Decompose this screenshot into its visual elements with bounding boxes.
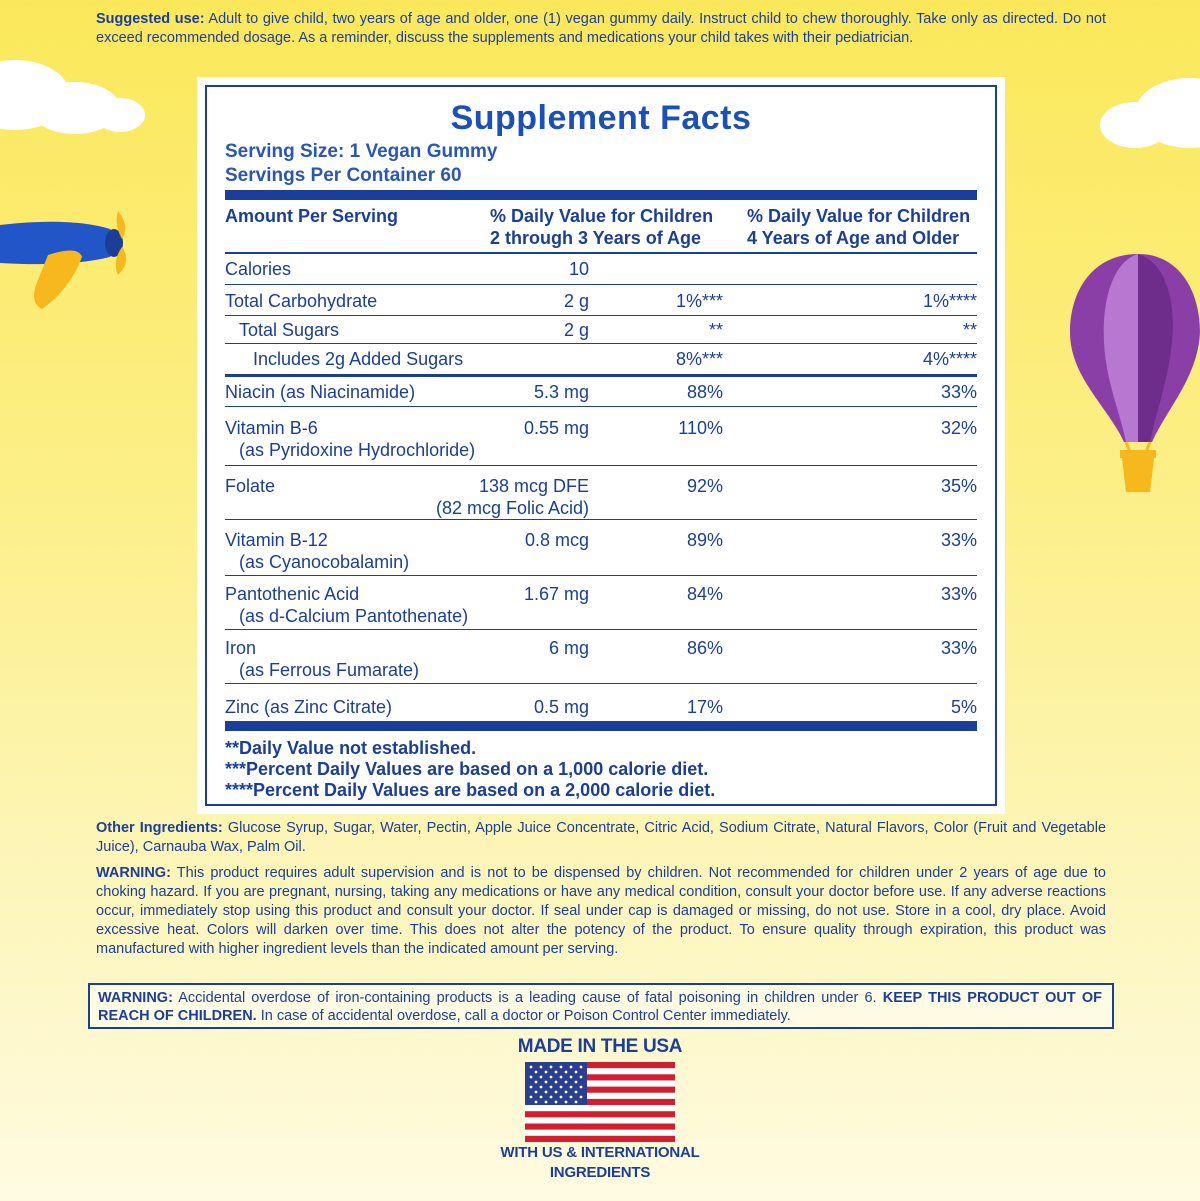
footnote: ***Percent Daily Values are based on a 1,000 calorie diet.: [225, 759, 709, 779]
dv-old-header-line1: % Daily Value for Children: [747, 206, 971, 226]
hot-air-balloon-icon: [1068, 252, 1200, 497]
made-in-usa-subtitle-line2: INGREDIENTS: [549, 1164, 651, 1181]
supplement-facts-border: [205, 85, 997, 806]
footnote: ****Percent Daily Values are based on a 2,000 calorie diet.: [225, 780, 716, 800]
nutrient-amount: 1.67 mg: [523, 584, 589, 604]
nutrient-name: Zinc (as Zinc Citrate): [225, 697, 393, 717]
other-ingredients-text: [96, 819, 1106, 857]
nutrient-amount: 5.3 mg: [533, 382, 589, 402]
dv-old-value: 1%****: [922, 291, 977, 311]
nutrient-amount: 0.55 mg: [523, 418, 589, 438]
dv-young-value: 8%***: [675, 349, 723, 369]
dv-old-value: 33%: [940, 382, 977, 402]
row-divider: [225, 343, 977, 344]
dv-young-header-line1: % Daily Value for Children: [490, 206, 714, 226]
nutrient-name: Niacin (as Niacinamide): [225, 382, 416, 402]
nutrient-source: (as Cyanocobalamin): [239, 552, 410, 572]
nutrient-name: Vitamin B-6: [225, 418, 318, 438]
dv-young-header: [490, 205, 713, 249]
nutrient-name: Pantothenic Acid: [225, 584, 360, 604]
dv-old-value: 33%: [940, 638, 977, 658]
made-in-usa-subtitle-line1: WITH US & INTERNATIONAL: [500, 1144, 700, 1161]
servings-per-container: Servings Per Container 60: [225, 165, 462, 186]
nutrient-amount: 0.8 mcg: [524, 530, 589, 550]
nutrient-name: Vitamin B-12: [225, 530, 328, 550]
warning-body: This product requires adult supervision and is not to be dispensed by children. Not recommended for children under 2 years of age due to choking hazard. If you are pregnant, nursing, taking any medications or have any medical condition, consult your doctor before use. If any adverse reactions occur, immediately stop using this product and consult your doctor. If seal under cap is damaged or missing, do not use. Store in a cool, dry place. Avoid excessive heat. Colors will darken over time. This does not alter the potency of the product. To ensure quality through expiration, this product was manufactured with higher ingredient levels than the indicated amount per serving.: [96, 865, 1106, 957]
dv-young-header-line2: 2 through 3 Years of Age: [490, 228, 702, 248]
iron-warning-keep-away: KEEP THIS PRODUCT OUT OF REACH OF CHILDREN.: [98, 990, 1102, 1024]
nutrient-amount: 0.5 mg: [533, 697, 589, 717]
nutrient-source: (as Ferrous Fumarate): [239, 660, 420, 680]
header-divider: [225, 252, 977, 254]
iron-warning-box: [88, 983, 1114, 1029]
row-divider: [225, 575, 977, 576]
section-divider: [225, 374, 977, 377]
row-divider: [225, 465, 977, 466]
supplement-facts-panel: [197, 77, 1005, 814]
dv-old-value: 5%: [950, 697, 977, 717]
iron-warning-body-b: In case of accidental overdose, call a doctor or Poison Control Center immediately.: [260, 1008, 791, 1024]
row-divider: [225, 406, 977, 407]
dv-young-value: 92%: [686, 476, 723, 496]
suggested-use-body: Adult to give child, two years of age and older, one (1) vegan gummy daily. Instruct child to chew thoroughly. Take only as directed. Do not exceed recommended dosage. As a reminder, discuss the supplements and medications your child takes with their pediatrician.: [96, 11, 1107, 46]
cloud-right-2: [1100, 102, 1170, 148]
nutrient-name: Calories: [225, 259, 292, 279]
other-ingredients-body: Glucose Syrup, Sugar, Water, Pectin, Apple Juice Concentrate, Citric Acid, Sodium Citrate, Natural Flavors, Color (Fruit and Vegetable Juice), Carnauba Wax, Palm Oil.: [96, 820, 1107, 855]
iron-warning-label: WARNING:: [98, 990, 173, 1006]
dv-young-value: **: [708, 320, 723, 340]
nutrient-amount-detail: (82 mcg Folic Acid): [435, 498, 589, 518]
dv-old-header-line2: 4 Years of Age and Older: [747, 228, 960, 248]
row-divider: [225, 629, 977, 630]
dv-young-value: 110%: [678, 418, 723, 438]
dv-young-value: 86%: [686, 638, 723, 658]
nutrient-amount: 6 mg: [548, 638, 589, 658]
dv-old-value: 33%: [940, 530, 977, 550]
warning-text: [96, 864, 1106, 959]
nutrient-amount: 2 g: [563, 320, 589, 340]
dv-old-value: 4%****: [922, 349, 977, 369]
nutrient-amount: 10: [568, 259, 589, 279]
cloud-left-3: [95, 98, 145, 132]
nutrient-name: Total Sugars: [239, 320, 340, 340]
nutrient-name: Iron: [225, 638, 257, 658]
facts-thick-divider: [225, 190, 977, 200]
footnote: **Daily Value not established.: [225, 738, 477, 758]
warning-label: WARNING:: [96, 865, 171, 881]
nutrient-source: (as d-Calcium Pantothenate): [239, 606, 469, 626]
row-divider: [225, 683, 977, 684]
dv-old-value: **: [962, 320, 977, 340]
row-divider: [225, 315, 977, 316]
facts-thick-divider: [225, 721, 977, 731]
dv-old-header: [747, 205, 970, 249]
dv-young-value: 84%: [686, 584, 723, 604]
serving-size: Serving Size: 1 Vegan Gummy: [225, 141, 498, 162]
dv-old-value: 33%: [940, 584, 977, 604]
row-divider: [225, 284, 977, 285]
nutrient-name: Total Carbohydrate: [225, 291, 378, 311]
dv-old-value: 35%: [940, 476, 977, 496]
dv-young-value: 1%***: [675, 291, 723, 311]
us-flag-icon: [525, 1062, 675, 1142]
nutrient-source: (as Pyridoxine Hydrochloride): [239, 440, 476, 460]
nutrient-amount: 138 mcg DFE: [478, 476, 589, 496]
nutrient-name: Includes 2g Added Sugars: [253, 349, 464, 369]
dv-young-value: 17%: [686, 697, 723, 717]
amount-per-serving-header: Amount Per Serving: [225, 206, 399, 226]
dv-old-value: 32%: [940, 418, 977, 438]
dv-young-value: 89%: [686, 530, 723, 550]
nutrient-name: Folate: [225, 476, 276, 496]
suggested-use-text: [96, 10, 1106, 48]
airplane-icon: [0, 205, 140, 325]
other-ingredients-label: Other Ingredients:: [96, 820, 223, 836]
nutrient-amount: 2 g: [563, 291, 589, 311]
made-in-usa-title: MADE IN THE USA: [517, 1036, 683, 1057]
suggested-use-label: Suggested use:: [96, 11, 205, 27]
iron-warning-text: [98, 989, 1102, 1025]
iron-warning-body-a: Accidental overdose of iron-containing products is a leading cause of fatal poisoning in children under 6.: [178, 990, 877, 1006]
row-divider: [225, 519, 977, 520]
facts-title: Supplement Facts: [450, 99, 752, 137]
dv-young-value: 88%: [686, 382, 723, 402]
